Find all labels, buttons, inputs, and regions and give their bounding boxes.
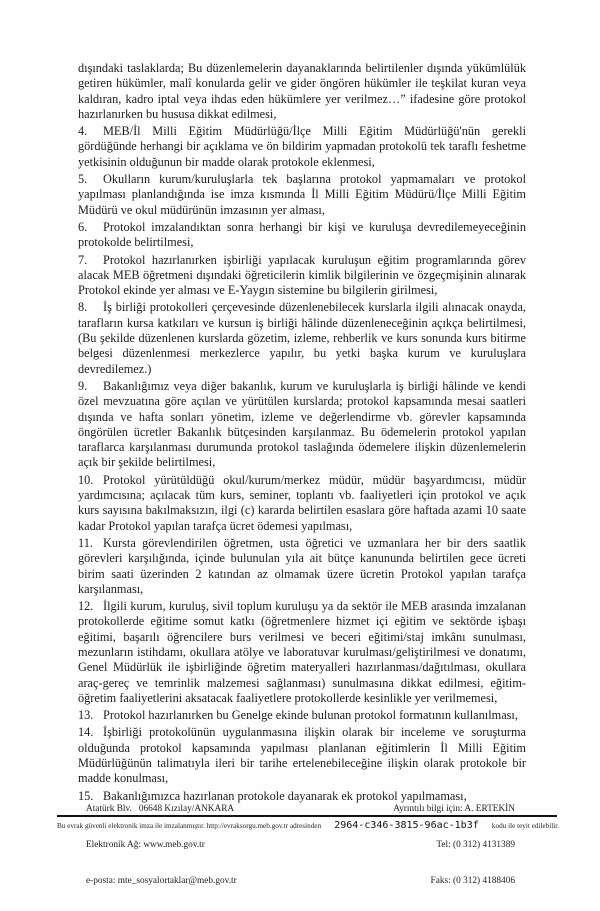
paragraph [78,708,526,723]
footer-address-block [86,779,237,911]
paragraph-number: 15. [78,788,94,803]
verification-code: 2964-c346-3815-96ac-1b3f [334,820,479,831]
paragraph-text: dışındaki taslaklarda; Bu düzenlemelerin dayanaklarında belirtilenler dışında yükümlülük getiren hükümler, malî konularda gelir ve gider öngören hükümler ile teşkilat kuran veya kaldıran, kadro iptal veya ihdas eden hükümlere yer verilmez…” ifadesine göre protokol hazırlanırken bu hususa dikkat edilmesi, [78,61,526,121]
verification-suffix: kodu ile teyit edilebilir. [491,822,559,830]
footer-website-line: Elektronik Ağ: www.meb.gov.tr [86,840,205,850]
footer-divider [57,815,557,817]
paragraph-number: 8. [78,300,88,315]
paragraph [78,172,526,218]
footer-phone: Tel: (0 312) 4131389 [436,840,515,850]
paragraph-text: Protokol imzalandıktan sonra herhangi bir kişi ve kuruluşa devredilemeyeceğinin protokolde belirtilmesi, [78,219,526,250]
footer-email-line: e-posta: mte_sosyalortaklar@meb.gov.tr [86,876,237,886]
paragraph [78,124,526,170]
paragraph-number: 14. [78,725,94,740]
paragraph-text: İş birliği protokolleri çerçevesinde düzenlenebilecek kurslarla ilgili alınacak onayda, tarafların kursa katkıları ve kursun iş birliği hâlinde düzenleneceğinin açıkça belirtilmesi, (Bu şekilde düzenlenen kurslarda gözetim, izleme, rehberlik ve kurs sonunda kurs bitirme belgesi düzenlenmesi merkezlerce yapılır, bu yetki başka kurum ve kuruluşlara devredilemez.) [78,300,526,376]
paragraph-number: 10. [78,472,94,487]
paragraph-number: 4. [78,124,88,139]
paragraph-text: Kursta görevlendirilen öğretmen, usta öğretici ve uzmanlara her bir ders saatlik görevleri karşılığında, içinde bulunulan yıla ait bütçe kanununda belirtilen gece ücreti birim saati üzerinden 2 katından az olmamak üzere ücretin Protokol yapılan tarafça karşılanması, [78,535,526,596]
paragraph-number: 12. [78,599,94,614]
paragraph-number: 11. [78,535,93,550]
paragraph-text: Protokol hazırlanırken işbirliği yapılacak kuruluşun eğitim programlarında görev alacak MEB öğretmeni dışındaki öğreticilerin kimlik bilgilerinin ve özgeçmişinin alınarak Protokol ekinde yer alması ve E-Yaygın sistemine bu bilgilerin girilmesi, [78,252,526,298]
paragraph-text: Protokol yürütüldüğü okul/kurum/merkez müdür, müdür başyardımcısı, müdür yardımcısına; açılacak tüm kurs, seminer, toplantı vb. faaliyetleri için protokol ve açık kurs sayısına bakılmaksızın, ilgi (c) kararda belirtilen esaslara göre haftada azami 10 saate kadar Protokol yapılan tarafça ücret ödemesi yapılması, [78,472,526,533]
footer-contact-person: Ayrıntılı bilgi için: A. ERTEKİN [393,804,515,814]
paragraph-text: Okulların kurum/kuruluşlarla tek başlarına protokol yapmamaları ve protokol yapılması planlandığında ise imza kısmında İl Milli Eğitim Müdürü/İlçe Milli Eğitim Müdürü ve okul müdürünün imzasının yer alması, [78,172,526,217]
paragraph [78,599,526,706]
paragraph-number: 13. [78,708,94,723]
verification-prefix: Bu evrak güvenli elektronik imza ile imzalanmıştır. http://evraksorgu.meb.gov.tr adresinden [57,822,322,830]
paragraph [78,253,526,299]
paragraph-text: MEB/İl Milli Eğitim Müdürlüğü/İlçe Milli Eğitim Müdürlüğü'nün gerekli gördüğünde herhangi bir açıklama ve ön bildirim yapmadan protokolü tek taraflı feshetme yetkisinin olduğunun bir madde olarak protokole eklenmesi, [78,124,526,169]
paragraph-text: Bakanlığımızca hazırlanan protokole dayanarak ek protokol yapılmaması, [103,788,467,803]
paragraph-text: Bakanlığımız veya diğer bakanlık, kurum ve kuruluşlarla iş birliği hâlinde ve kendi özel mevzuatına göre açılan ve yürütülen kurslarda; protokol kapsamında mesai saatleri dışında ve hafta sonları yönetim, izleme ve değerlendirme vb. görevler kapsamında öngörülen ücretler Bakanlık bütçesinden karşılanmaz. Bu ödemelerin protokol yapılan taraflarca karşılanması durumunda protokol taslağında ödemelere ilişkin düzenlemelerin açık bir şekilde belirtilmesi, [78,378,526,470]
document-body [78,61,526,804]
paragraph [78,536,526,597]
paragraph [78,220,526,251]
paragraph [78,61,526,122]
footer-contact-block [86,779,515,911]
paragraph-text: Protokol hazırlanırken bu Genelge ekinde bulunan protokol formatının kullanılması, [103,708,518,723]
paragraph [78,473,526,534]
footer-fax: Faks: (0 312) 4188406 [430,876,515,886]
verification-line [57,820,559,831]
paragraph [78,300,526,376]
paragraph [78,379,526,471]
paragraph-number: 5. [78,172,88,187]
paragraph-number: 9. [78,378,88,393]
paragraph-text: İşbirliği protokolünün uygulanmasına ilişkin olarak bir inceleme ve soruşturma olduğunda protokol kapsamında yapılması planlanan eğitimlerin İl Milli Eğitim Müdürlüğünün talimatıyla ileri bir tarihe ertelenebileceğine ilişkin olarak protokole bir madde konulması, [78,725,526,786]
footer-info-block [393,779,515,911]
paragraph-number: 6. [78,219,88,234]
paragraph-number: 7. [78,252,88,267]
paragraph-text: İlgili kurum, kuruluş, sivil toplum kuruluşu ya da sektör ile MEB arasında imzalanan protokollerde eğitime somut katkı (öğretmenlere hizmet içi eğitim ve sektörde işbaşı eğitimi, başarılı öğrencilere burs verilmesi ve beceri eğitimi/staj imkânı sunulması, mezunların istihdamı, okullara atölye ve laboratuvar kurulması/geliştirilmesi ve donatımı, Genel Müdürlük ile işbirliğinde öğretim materyalleri hazırlanması/dağıtılması, okullara araç-gereç ve temrinlik malzemesi sağlanması) sunulmasına dikkat edilmesi, eğitim-öğretim faaliyetlerini aksatacak faaliyetlere protokollerde kesinlikle yer verilmemesi, [78,599,526,705]
footer-address-line: Atatürk Blv. 06648 Kızılay/ANKARA [86,804,235,814]
paragraph [78,725,526,786]
